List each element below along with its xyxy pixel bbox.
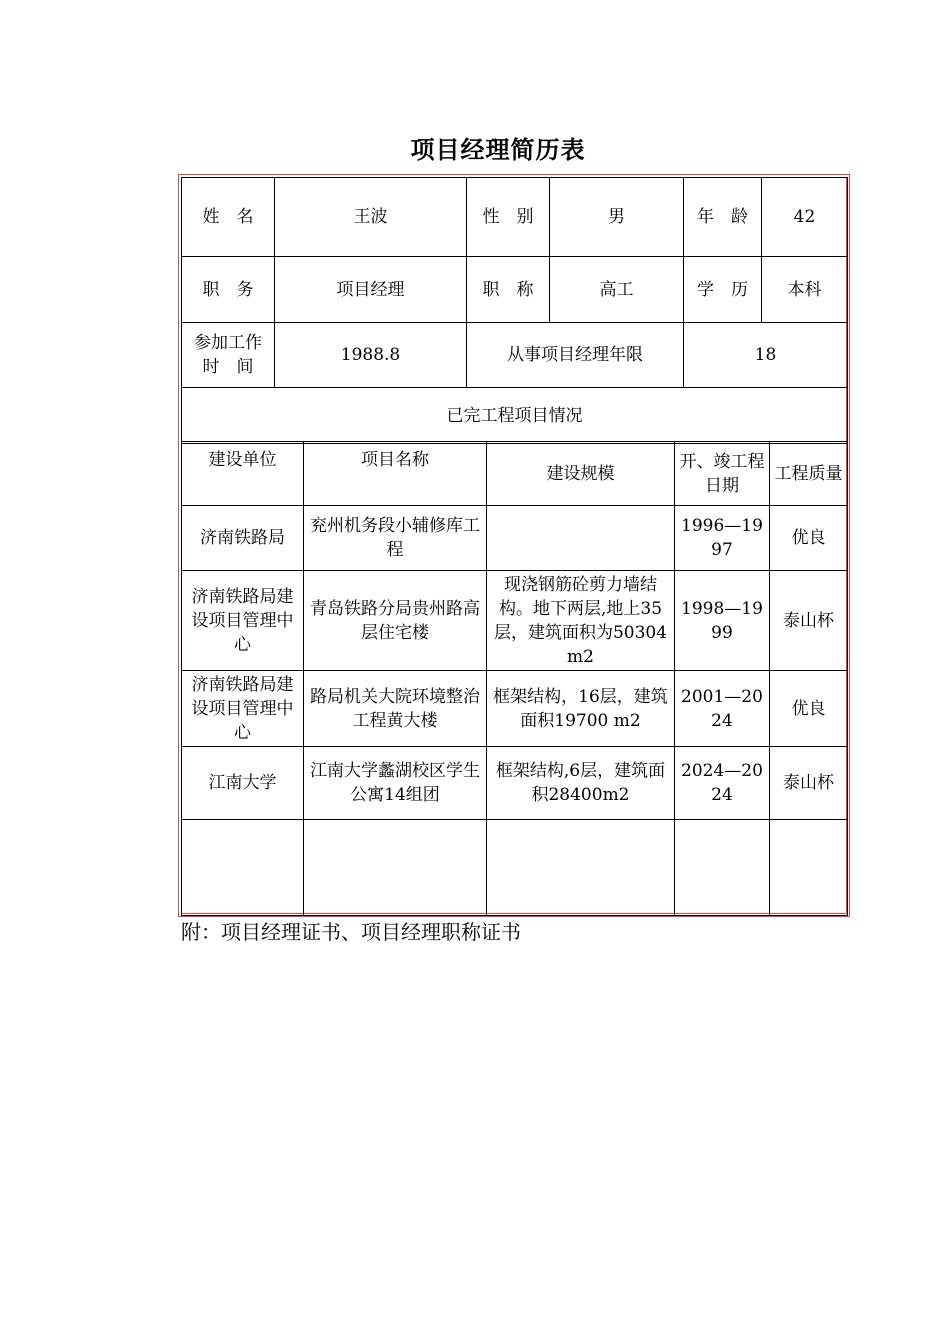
row-dates: 1998—1999 [675, 571, 770, 671]
row-name: 青岛铁路分局贵州路高层住宅楼 [304, 571, 487, 671]
work-start-value: 1988.8 [275, 323, 467, 388]
row-unit: 济南铁路局建设项目管理中心 [182, 571, 304, 671]
header-quality: 工程质量 [770, 442, 848, 506]
projects-table [181, 441, 848, 916]
row-name: 江南大学蠡湖校区学生公寓14组团 [304, 747, 487, 820]
position-value: 项目经理 [275, 257, 467, 323]
attachment-note: 附：项目经理证书、项目经理职称证书 [181, 920, 521, 944]
row-name [304, 820, 487, 916]
row-scale [487, 820, 675, 916]
row-dates: 1996—1997 [675, 506, 770, 571]
name-value: 王波 [275, 178, 467, 257]
row-scale: 框架结构，16层，建筑面积19700 m2 [487, 671, 675, 747]
name-label: 姓 名 [182, 178, 275, 257]
age-label: 年 龄 [684, 178, 762, 257]
row-name: 路局机关大院环境整治工程黄大楼 [304, 671, 487, 747]
pm-years-value: 18 [684, 323, 848, 388]
work-start-label-line2: 时 间 [202, 357, 254, 377]
table-row [182, 571, 848, 671]
pm-years-label: 从事项目经理年限 [467, 323, 684, 388]
projects-heading: 已完工程项目情况 [182, 388, 848, 444]
header-unit: 建设单位 [182, 442, 304, 506]
gender-label: 性 别 [467, 178, 550, 257]
profile-row-position [182, 257, 848, 323]
row-name: 兖州机务段小辅修库工程 [304, 506, 487, 571]
header-name: 项目名称 [304, 442, 487, 506]
row-quality: 泰山杯 [770, 571, 848, 671]
title-value: 高工 [550, 257, 684, 323]
row-unit: 济南铁路局 [182, 506, 304, 571]
table-row [182, 506, 848, 571]
table-row [182, 820, 848, 916]
education-value: 本科 [762, 257, 848, 323]
row-dates [675, 820, 770, 916]
row-scale: 现浇钢筋砼剪力墙结构。地下两层,地上35层，建筑面积为50304 m2 [487, 571, 675, 671]
row-quality [770, 820, 848, 916]
profile-row-basic [182, 178, 848, 257]
header-dates: 开、竣工程日期 [675, 442, 770, 506]
page-title: 项目经理简历表 [410, 136, 586, 164]
row-unit: 济南铁路局建设项目管理中心 [182, 671, 304, 747]
table-row [182, 671, 848, 747]
row-unit [182, 820, 304, 916]
work-start-label-line1: 参加工作 [194, 333, 262, 353]
education-label: 学 历 [684, 257, 762, 323]
age-value: 42 [762, 178, 848, 257]
profile-row-work [182, 323, 848, 388]
row-quality: 优良 [770, 671, 848, 747]
row-quality: 优良 [770, 506, 848, 571]
row-scale [487, 506, 675, 571]
profile-table [181, 177, 848, 444]
header-scale: 建设规模 [487, 442, 675, 506]
gender-value: 男 [550, 178, 684, 257]
table-row [182, 747, 848, 820]
title-label: 职 称 [467, 257, 550, 323]
row-unit: 江南大学 [182, 747, 304, 820]
row-scale: 框架结构,6层，建筑面积28400m2 [487, 747, 675, 820]
projects-header-row [182, 442, 848, 506]
row-dates: 2024—2024 [675, 747, 770, 820]
projects-heading-row [182, 388, 848, 444]
row-dates: 2001—2024 [675, 671, 770, 747]
row-quality: 泰山杯 [770, 747, 848, 820]
position-label: 职 务 [182, 257, 275, 323]
work-start-label [182, 323, 275, 388]
